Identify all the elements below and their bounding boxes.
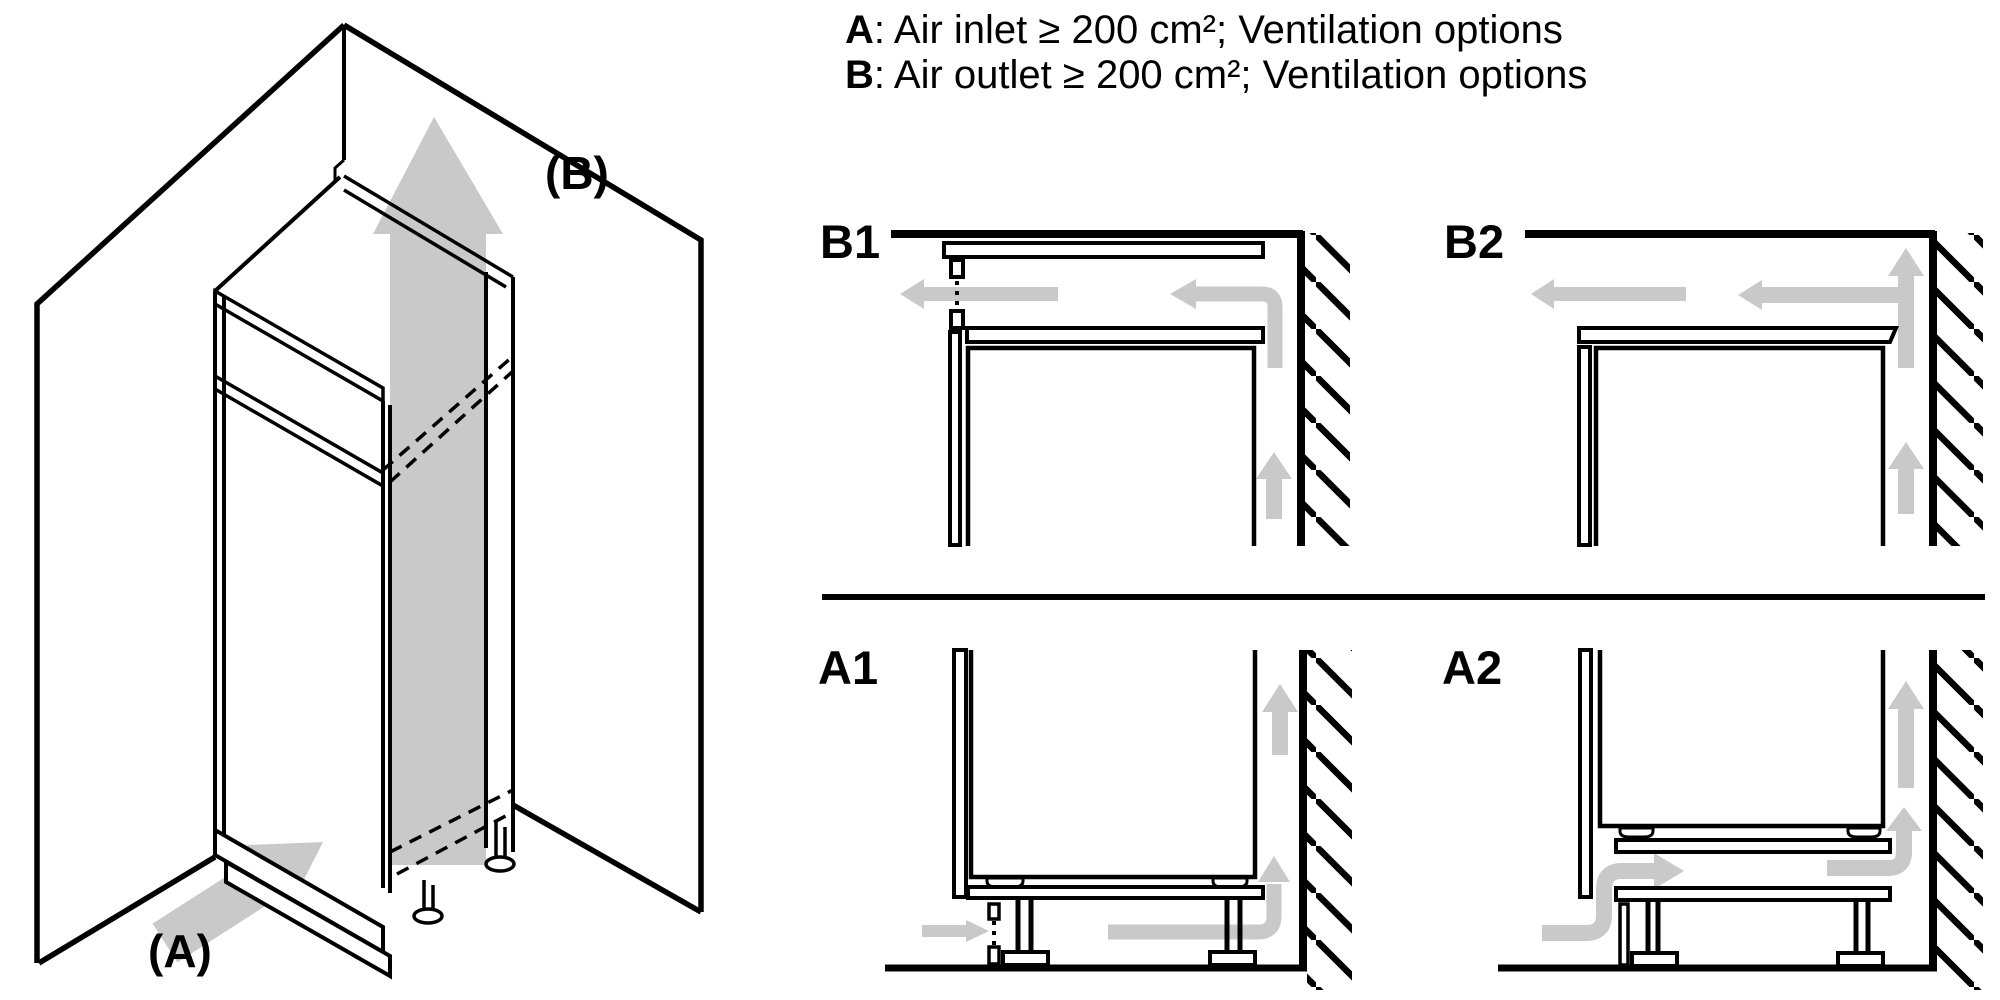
a2-linework bbox=[1498, 650, 1937, 971]
airflow-outlet-channel bbox=[373, 117, 503, 865]
corner-niche-isometric bbox=[0, 0, 760, 1000]
inlet-label: (A) bbox=[148, 925, 212, 977]
diagram-a2-label: A2 bbox=[1442, 641, 1503, 694]
b2-linework bbox=[1525, 231, 1935, 546]
legend-desc-a: : Air inlet ≥ 200 cm²; Ventilation options bbox=[873, 8, 1563, 52]
b1-wall-hatching bbox=[1305, 233, 1350, 546]
b2-wall-hatching bbox=[1937, 233, 1983, 546]
diagram-a1 bbox=[820, 590, 1380, 1000]
a1-linework bbox=[885, 650, 1307, 971]
legend-text bbox=[845, 8, 1587, 98]
a2-wall-hatching bbox=[1937, 650, 1983, 990]
legend-line-b bbox=[845, 53, 1587, 98]
outlet-label: (B) bbox=[545, 147, 609, 199]
legend-key-a: A bbox=[845, 8, 874, 52]
diagram-b1-label: B1 bbox=[820, 215, 881, 268]
diagram-a1-label: A1 bbox=[818, 641, 879, 694]
legend-line-a bbox=[845, 8, 1587, 53]
diagram-b1 bbox=[820, 180, 1380, 600]
legend-desc-b: : Air outlet ≥ 200 cm²; Ventilation options bbox=[873, 53, 1588, 97]
diagram-b2-label: B2 bbox=[1444, 215, 1505, 268]
a1-wall-hatching bbox=[1307, 650, 1352, 990]
legend-key-b: B bbox=[845, 53, 874, 97]
b1-linework bbox=[891, 231, 1303, 546]
